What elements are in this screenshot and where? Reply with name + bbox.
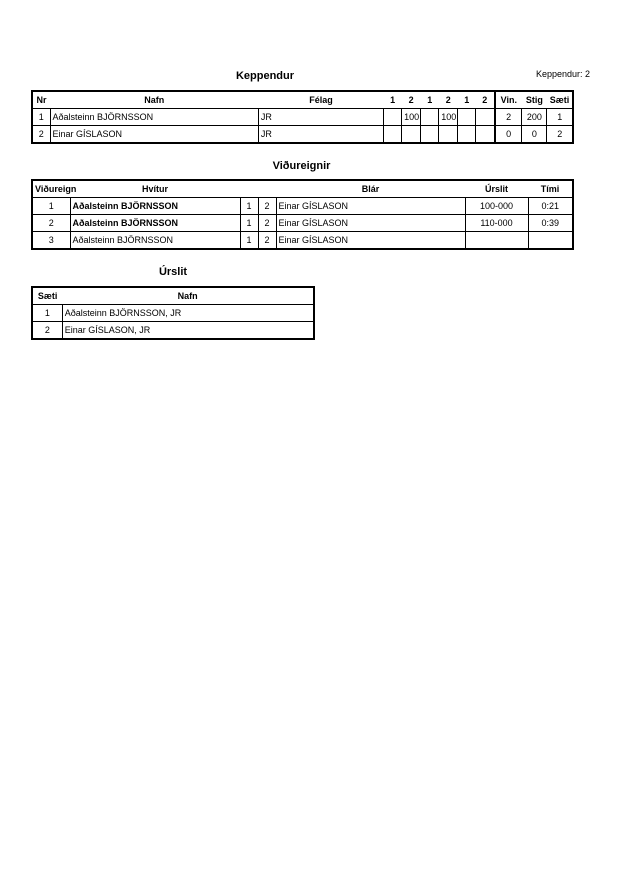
cell-white-nr: 1 — [240, 198, 258, 215]
cell-blue: Einar GÍSLASON — [276, 215, 465, 232]
cell-round — [458, 126, 476, 144]
cell-points: 0 — [522, 126, 547, 144]
table-row — [32, 109, 573, 126]
cell-place: 1 — [32, 305, 62, 322]
col-place: Sæti — [32, 287, 62, 305]
col-name: Nafn — [62, 287, 314, 305]
cell-blue: Einar GÍSLASON — [276, 198, 465, 215]
col-round: 2 — [439, 91, 458, 109]
cell-round — [384, 126, 402, 144]
col-round: 2 — [402, 91, 421, 109]
table-row — [32, 215, 573, 232]
cell-place: 1 — [547, 109, 573, 126]
cell-round — [421, 126, 439, 144]
cell-place: 2 — [547, 126, 573, 144]
cell-club: JR — [258, 109, 383, 126]
col-name: Nafn — [50, 91, 258, 109]
col-points: Stig — [522, 91, 547, 109]
competitors-heading: Keppendur — [235, 70, 295, 82]
competitors-header-row — [32, 91, 573, 109]
col-white: Hvítur — [70, 180, 240, 198]
cell-result: 100-000 — [465, 198, 528, 215]
col-round: 1 — [421, 91, 439, 109]
cell-round: 100 — [439, 109, 458, 126]
col-round: 2 — [476, 91, 495, 109]
cell-round — [476, 126, 495, 144]
results-table — [31, 286, 315, 340]
col-white-nr — [240, 180, 258, 198]
cell-name: Einar GÍSLASON — [50, 126, 258, 144]
col-club: Félag — [258, 91, 383, 109]
results-header-row — [32, 287, 314, 305]
cell-place: 2 — [32, 322, 62, 340]
col-nr: Nr — [32, 91, 50, 109]
cell-white-nr: 1 — [240, 232, 258, 250]
cell-points: 200 — [522, 109, 547, 126]
cell-time: 0:39 — [528, 215, 573, 232]
matches-header-row — [32, 180, 573, 198]
cell-club: JR — [258, 126, 383, 144]
cell-wins: 2 — [495, 109, 522, 126]
cell-round — [476, 109, 495, 126]
col-place: Sæti — [547, 91, 573, 109]
matches-heading: Viðureignir — [272, 160, 331, 172]
cell-white-nr: 1 — [240, 215, 258, 232]
competitors-table — [31, 90, 574, 144]
cell-round — [384, 109, 402, 126]
results-heading: Úrslit — [158, 266, 188, 278]
cell-result — [465, 232, 528, 250]
cell-white: Aðalsteinn BJÖRNSSON — [70, 232, 240, 250]
cell-round — [439, 126, 458, 144]
cell-match: 3 — [32, 232, 70, 250]
cell-name: Aðalsteinn BJÖRNSSON — [50, 109, 258, 126]
cell-white: Aðalsteinn BJÖRNSSON — [70, 215, 240, 232]
cell-round: 100 — [402, 109, 421, 126]
cell-match: 1 — [32, 198, 70, 215]
cell-name: Aðalsteinn BJÖRNSSON, JR — [62, 305, 314, 322]
cell-nr: 2 — [32, 126, 50, 144]
matches-table — [31, 179, 574, 250]
col-match: Viðureign — [32, 180, 70, 198]
cell-round — [421, 109, 439, 126]
col-wins: Vin. — [495, 91, 522, 109]
competitor-count: Keppendur: 2 — [536, 69, 591, 79]
cell-result: 110-000 — [465, 215, 528, 232]
cell-round — [402, 126, 421, 144]
cell-match: 2 — [32, 215, 70, 232]
cell-time — [528, 232, 573, 250]
col-round: 1 — [458, 91, 476, 109]
cell-nr: 1 — [32, 109, 50, 126]
col-time: Tími — [528, 180, 573, 198]
table-row — [32, 232, 573, 250]
col-blue: Blár — [276, 180, 465, 198]
col-round: 1 — [384, 91, 402, 109]
table-row — [32, 198, 573, 215]
table-row — [32, 305, 314, 322]
cell-blue-nr: 2 — [258, 198, 276, 215]
cell-time: 0:21 — [528, 198, 573, 215]
cell-blue: Einar GÍSLASON — [276, 232, 465, 250]
table-row — [32, 126, 573, 144]
cell-wins: 0 — [495, 126, 522, 144]
cell-blue-nr: 2 — [258, 232, 276, 250]
cell-name: Einar GÍSLASON, JR — [62, 322, 314, 340]
col-result: Úrslit — [465, 180, 528, 198]
cell-round — [458, 109, 476, 126]
cell-white: Aðalsteinn BJÖRNSSON — [70, 198, 240, 215]
cell-blue-nr: 2 — [258, 215, 276, 232]
col-blue-nr — [258, 180, 276, 198]
table-row — [32, 322, 314, 340]
